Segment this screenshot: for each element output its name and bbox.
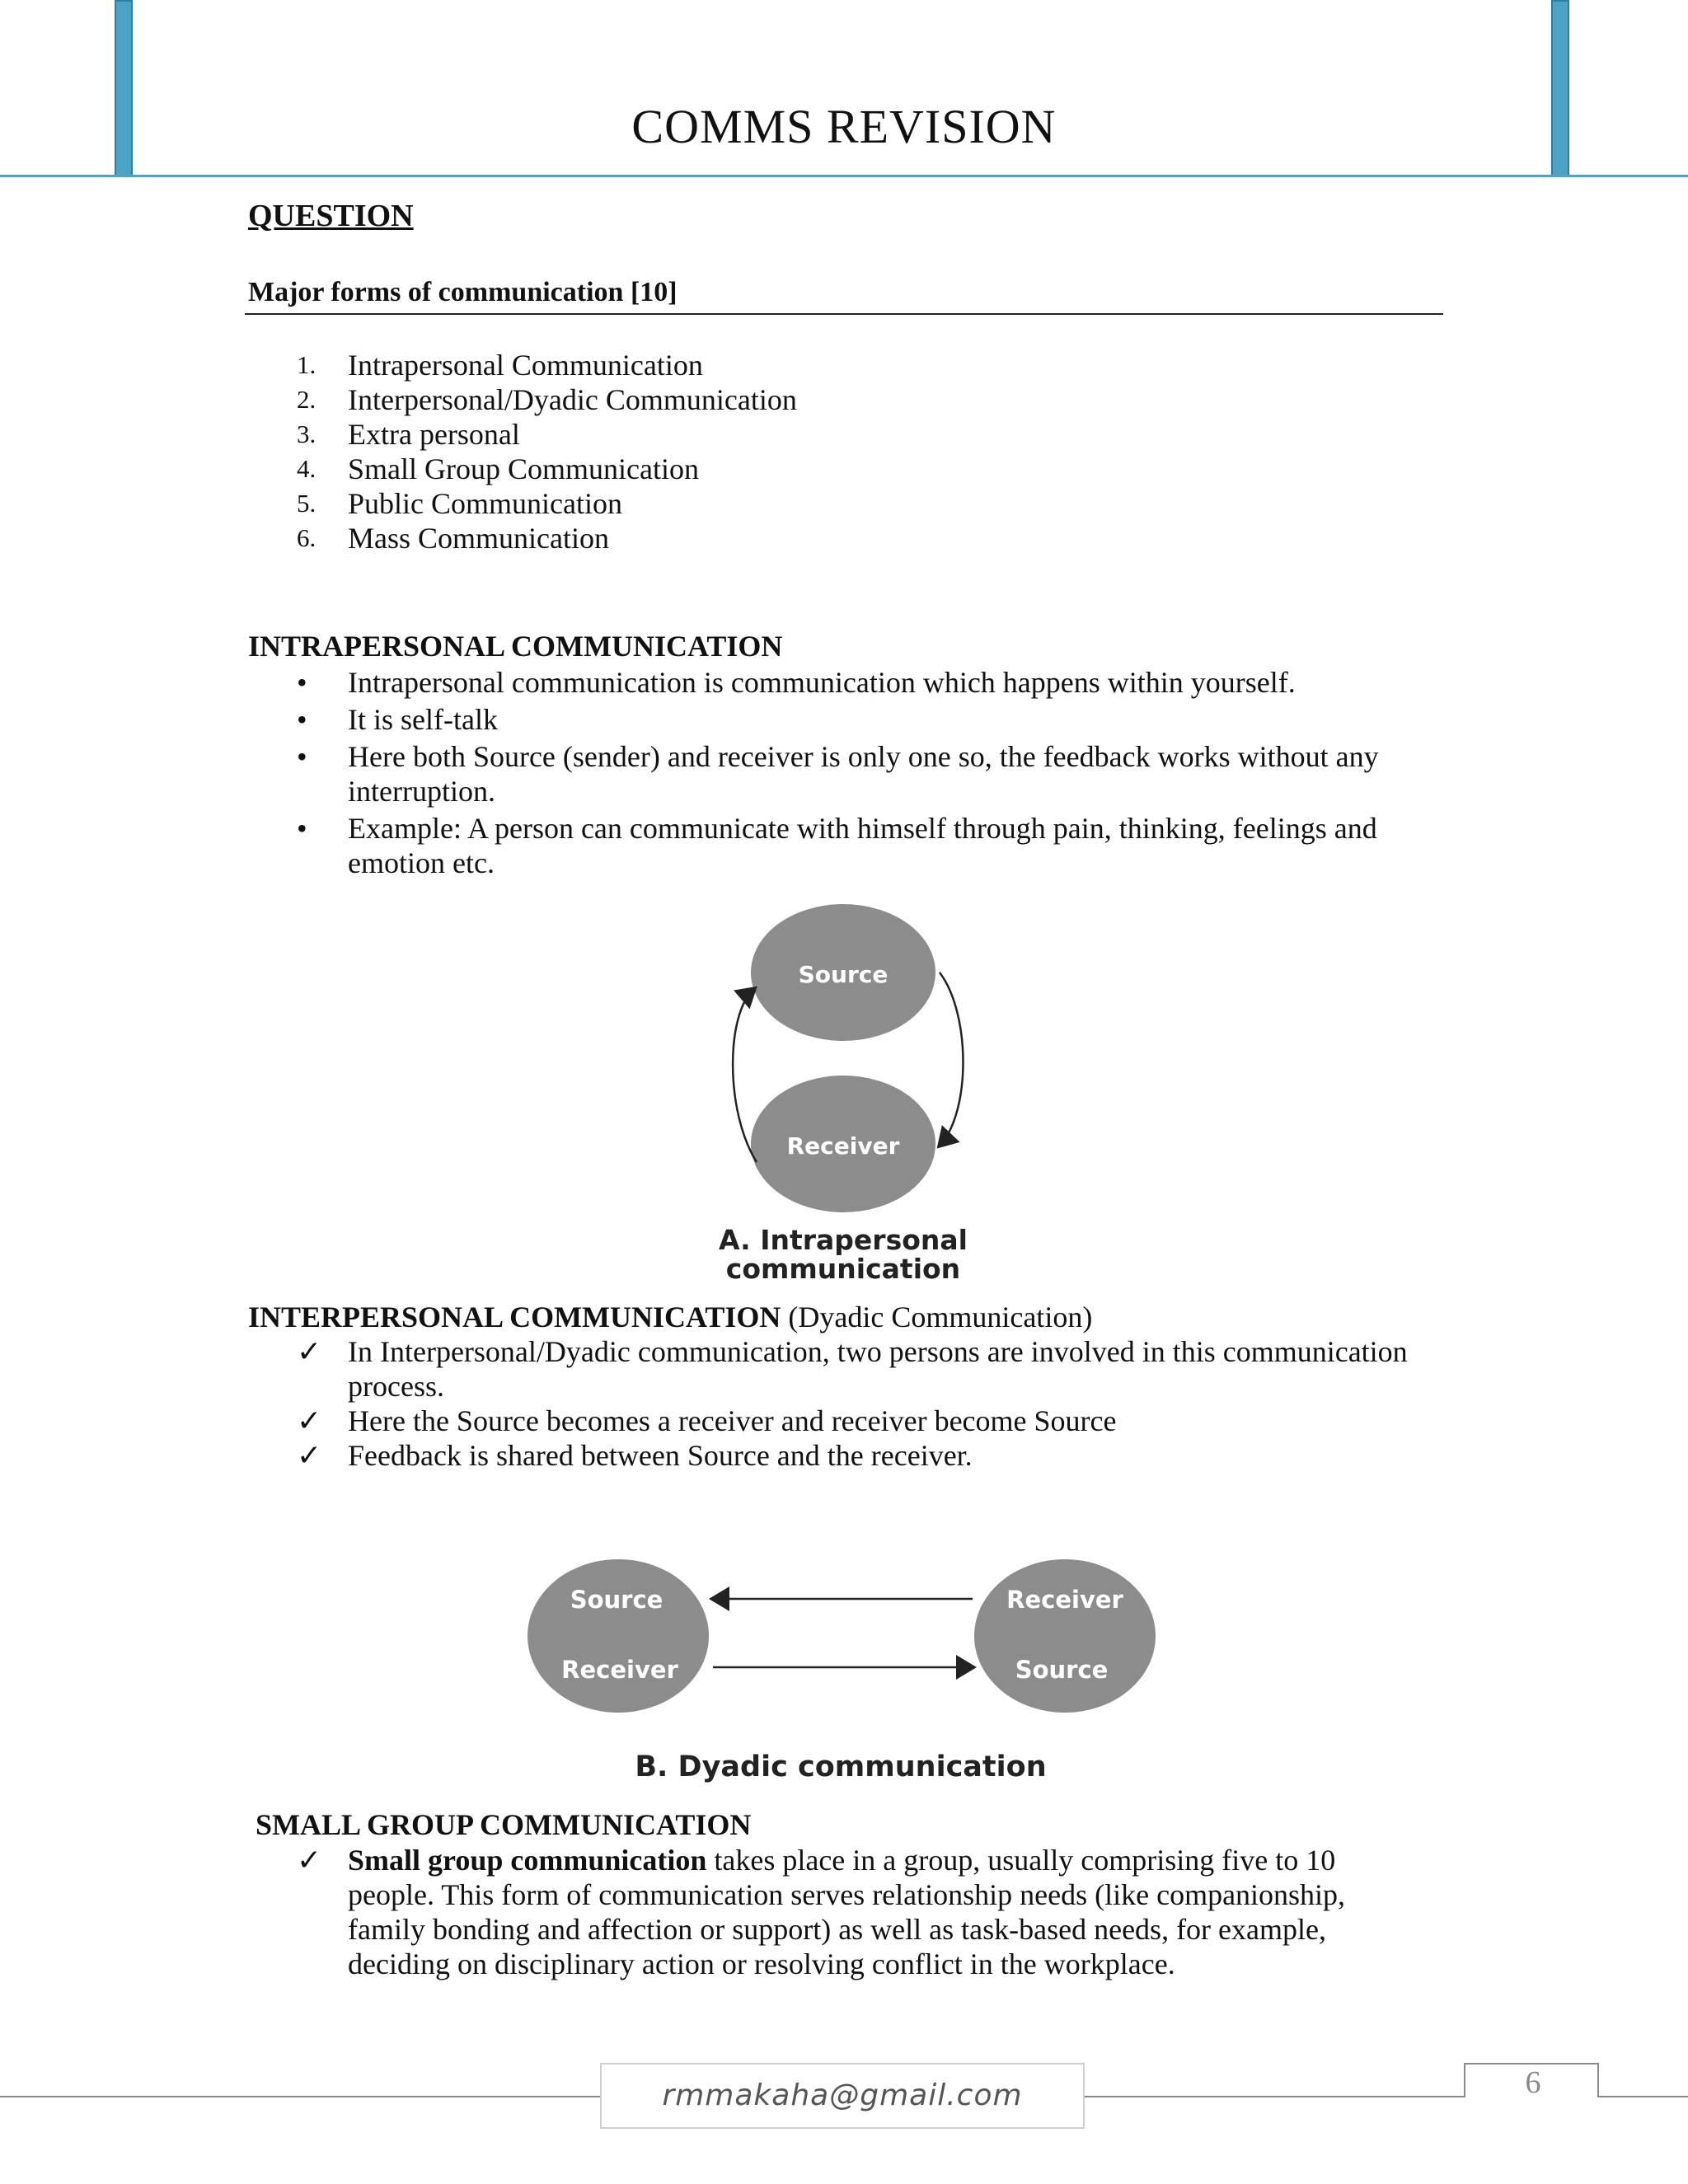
right-top-label: Receiver (1006, 1586, 1123, 1614)
dyadic-diagram (511, 1541, 1170, 1797)
bullet-icon: • (297, 703, 307, 736)
bullet-icon: • (297, 812, 307, 845)
list-item: • It is self-talk (297, 703, 498, 736)
checkmark-icon: ✓ (297, 1404, 322, 1437)
left-bottom-label: Receiver (561, 1656, 678, 1684)
list-item: 2. Interpersonal/Dyadic Communication (297, 383, 797, 416)
footer-rule-left (0, 2096, 600, 2097)
list-item: • Here both Source (sender) and receiver is only one so, the feedback works without any interruption. (297, 740, 1379, 808)
intrapersonal-points (297, 665, 1434, 880)
list-item: 5. Public Communication (297, 487, 622, 520)
footer-email: rmmakaha@gmail.com (600, 2063, 1085, 2129)
header-rule (0, 175, 1688, 177)
list-item: • Example: A person can communicate with himself through pain, thinking, feelings and emotion etc. (297, 812, 1377, 879)
intrapersonal-diagram (692, 890, 1006, 1294)
interpersonal-heading: INTERPERSONAL COMMUNICATION (Dyadic Communication) (248, 1301, 1093, 1333)
interpersonal-points (297, 1334, 1442, 1473)
question-heading: QUESTION (248, 199, 414, 233)
intrapersonal-heading: INTRAPERSONAL COMMUNICATION (248, 630, 783, 663)
left-ellipse (528, 1559, 709, 1713)
checkmark-icon: ✓ (297, 1439, 322, 1472)
list-item: ✓ In Interpersonal/Dyadic communication, two persons are involved in this communication process. (297, 1335, 1408, 1403)
page-title: COMMS REVISION (631, 100, 1057, 153)
list-item: • Intrapersonal communication is communication which happens within yourself. (297, 666, 1296, 699)
right-bottom-label: Source (1015, 1656, 1109, 1684)
page-number: 6 (1525, 2065, 1541, 2100)
question-prompt: Major forms of communication [10] (248, 277, 678, 307)
right-ellipse (974, 1559, 1156, 1713)
list-item: 6. Mass Communication (297, 522, 609, 555)
small-group-heading: SMALL GROUP COMMUNICATION (256, 1808, 752, 1841)
list-item: 3. Extra personal (297, 418, 520, 451)
checkmark-icon: ✓ (297, 1844, 322, 1877)
list-item: ✓ Small group communication takes place in a group, usually comprising five to 10 people. This form of communication serves relationship needs (like companionship, family bonding and affection or support) as well as task-based needs, for example, deciding on disciplinary action or resolving conflict in the workplace. (297, 1844, 1346, 1980)
question-rule (245, 313, 1443, 315)
bullet-icon: • (297, 666, 307, 699)
checkmark-icon: ✓ (297, 1335, 322, 1368)
list-item: 4. Small Group Communication (297, 452, 699, 485)
bullet-icon: • (297, 740, 307, 773)
left-top-label: Source (570, 1586, 663, 1614)
footer-rule-right (1599, 2096, 1688, 2097)
diagram-caption: communication (725, 1253, 961, 1285)
diagram-source-label: Source (798, 961, 889, 988)
arrow-source-to-receiver (940, 972, 964, 1146)
footer-rule-mid (1085, 2096, 1465, 2097)
diagram-receiver-label: Receiver (786, 1132, 900, 1160)
diagram-caption: B. Dyadic communication (635, 1750, 1047, 1783)
diagram-caption: A. Intrapersonal (719, 1224, 968, 1256)
small-group-points (297, 1843, 1393, 1981)
forms-list (297, 348, 797, 555)
list-item: 1. Intrapersonal Communication (297, 349, 703, 382)
list-item: ✓ Feedback is shared between Source and the receiver. (297, 1439, 973, 1472)
list-item: ✓ Here the Source becomes a receiver and receiver become Source (297, 1404, 1117, 1437)
